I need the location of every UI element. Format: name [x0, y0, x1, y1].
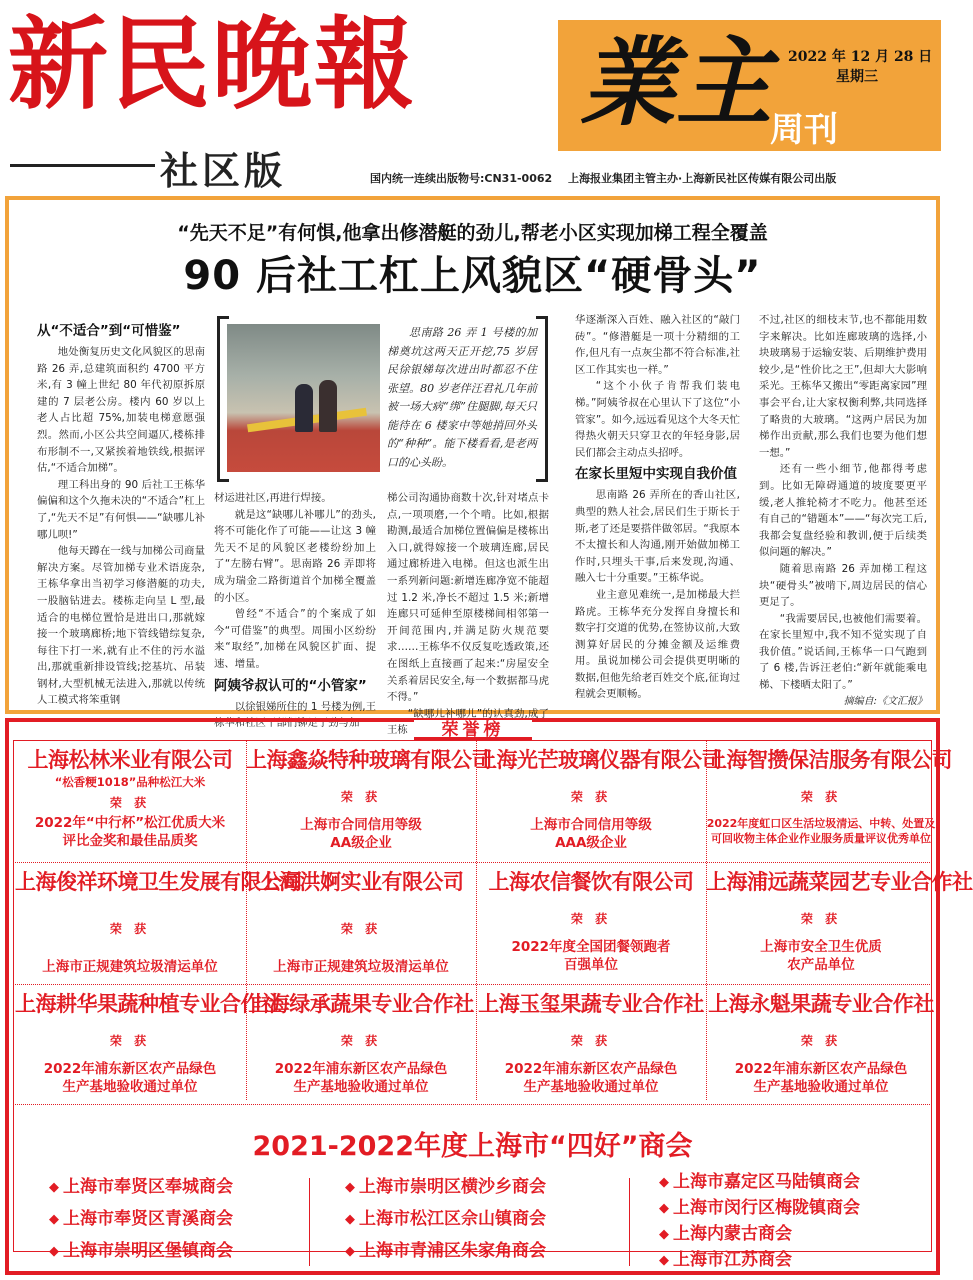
chamber-item: ◆ 上海市江苏商会	[659, 1248, 939, 1274]
company-name: 上海绿承蔬果专业合作社	[248, 992, 474, 1016]
chamber-item: ◆ 上海市崇明区横沙乡商会	[345, 1172, 625, 1204]
issue-date: 2022 年 12 月 28 日	[788, 49, 933, 65]
weekly-title: 業主	[580, 26, 772, 139]
chamber-item: ◆ 上海内蒙古商会	[659, 1222, 939, 1248]
award-line: 百强单位	[564, 957, 618, 973]
award-line: AA级企业	[330, 835, 392, 851]
article-column-1	[37, 318, 205, 710]
win-label: 荣 获	[570, 1034, 612, 1048]
honor-roll	[5, 718, 973, 1275]
company-name: 上海松林米业有限公司	[27, 748, 233, 772]
paragraph: 材运进社区,再进行焊接。	[214, 492, 332, 504]
section-title: 从“不适合”到“可惜鉴”	[37, 323, 181, 339]
publication-info	[370, 170, 848, 186]
win-label: 荣 获	[570, 912, 612, 926]
honor-cell	[15, 742, 245, 866]
caption-bracket-right	[536, 316, 548, 482]
honor-cell	[476, 864, 706, 988]
editor-credit: 摘编自:《文汇报》	[843, 695, 927, 707]
award-line: 2022年浦东新区农产品绿色	[734, 1061, 908, 1077]
win-label: 荣 获	[800, 1034, 842, 1048]
win-label: 荣 获	[340, 922, 382, 936]
article-column-4	[575, 312, 740, 710]
article-column-2	[214, 490, 377, 730]
paragraph: 华逐渐深入百姓、融入社区的“敲门砖”。“修潜艇是一项十分精细的工作,但凡有一点灰尘都不符合标准,社区工作其实也一样。”	[575, 314, 740, 376]
award-line: 生产基地验收通过单位	[523, 1079, 659, 1095]
chamber-item: ◆ 上海市崇明区堡镇商会	[49, 1236, 329, 1268]
win-label: 荣 获	[800, 912, 842, 926]
award-line: 2022年浦东新区农产品绿色	[274, 1061, 448, 1077]
chamber-item: ◆ 上海市松江区佘山镇商会	[345, 1204, 625, 1236]
honor-cell	[706, 864, 973, 988]
section-title: 阿姨爷叔认可的“小管家”	[214, 677, 367, 694]
award-line: AAA级企业	[555, 835, 627, 851]
win-label: 荣 获	[570, 790, 612, 804]
paragraph: 随着思南路 26 弄加梯工程这块“硬骨头”被啃下,周边居民的信心更足了。	[759, 562, 927, 609]
honor-cell	[15, 986, 282, 1110]
paragraph: 不过,社区的细枝末节,也不都能用数字来解决。比如连廊玻璃的选择,小块玻璃易于运输安装、后期维护费用较少,是“性价比之王”,但却大大影响采光。王栋华又搬出“零距离家园”理事会平台,让大家权衡利弊,共同选择了略贵的大玻璃。“这两户居民为加梯作出贡献,那么我们也要为他们想一想。”	[759, 314, 927, 459]
article-subhead: “先天不足”有何惧,他拿出修潜艇的劲儿,帮老小区实现加梯工程全覆盖	[177, 222, 768, 244]
paragraph: 地处衡复历史文化风貌区的思南路 26 弄,总建筑面积约 4700 平方米,有 3 幢上世纪 80 年代初原拆原建的 7 层老公房。楼内 60 岁以上老人占比超 75%,加装电梯意愿强烈。然而,小区公共空间逼仄,楼栋排布形制不一,又紧挨着地铁线,根据评估,“不适合加梯”。	[37, 346, 205, 475]
company-name: 上海鑫焱特种玻璃有限公司	[246, 748, 492, 772]
honor-cell	[706, 742, 952, 866]
chamber-item: ◆ 上海市青浦区朱家角商会	[345, 1236, 625, 1268]
win-label: 荣 获	[340, 1034, 382, 1048]
honor-cell	[476, 742, 722, 866]
award-line: 上海市安全卫生优质	[760, 939, 882, 955]
chamber-list-2	[345, 1172, 625, 1268]
paragraph: 就是这“缺哪儿补哪儿”的劲头,将不可能化作了可能——让这 3 幢先天不足的风貌区老楼纷纷加上了“左膀右臂”。思南路 26 弄即将成为瑞金二路街道首个加梯全覆盖的小区。	[214, 508, 376, 604]
chamber-item: ◆ 上海市奉贤区奉城商会	[49, 1172, 329, 1204]
section-title: 在家长里短中实现自我价值	[575, 466, 737, 483]
honor-cell	[15, 864, 302, 988]
company-name: 上海智攒保洁服务有限公司	[706, 748, 952, 772]
company-name: 上海洪婀实业有限公司	[258, 870, 464, 894]
chamber-list-1	[49, 1172, 329, 1268]
chamber-item: ◆ 上海市闵行区梅陇镇商会	[659, 1196, 939, 1222]
award-line: 2022年“中行杯”松江优质大米	[34, 815, 226, 831]
masthead	[0, 0, 945, 193]
honor-cell	[246, 986, 476, 1110]
honor-cell	[246, 742, 492, 866]
paragraph: 思南路 26 弄所在的香山社区,典型的熟人社会,居民们生于斯长于斯,老了还是要搭伴做邻居。“我原本不太擅长和人沟通,刚开始做加梯工作时,只埋头干事,后来发现,沟通、融入七十分重要。”王栋华说。	[575, 489, 740, 585]
paragraph: 业主意见难统一,是加梯最大拦路虎。王栋华充分发挥自身擅长和数字打交道的优势,在签协议前,大致测算好居民的分摊金额及运维费用。虽说加梯公司会提供更明晰的数据,但他先给老百姓交个底,征询过程就会更顺畅。	[575, 588, 740, 701]
article-photo	[227, 324, 380, 472]
chambers-title: 2021-2022年度上海市“四好”商会	[252, 1131, 693, 1162]
paragraph: “这个小伙子肯帮我们装电梯。”阿姨爷叔在心里认下了这位“小管家”。如今,远远看见这个大冬天忙得热火朝天只穿卫衣的年轻身影,居民们都会主动点头招呼。	[575, 380, 740, 459]
paragraph: “我需要居民,也被他们需要着。在家长里短中,我不知不觉实现了自我价值。”说话间,王栋华一口气跑到了 6 楼,告诉汪老伯:“新年就能乘电梯、下楼晒太阳了。”	[759, 612, 927, 692]
honor-roll-title: 荣誉榜	[414, 720, 532, 740]
win-label: 荣 获	[340, 790, 382, 804]
award-line: 上海市合同信用等级	[300, 817, 422, 833]
award-line: 生产基地验收通过单位	[293, 1079, 429, 1095]
paragraph: “缺哪儿补哪儿”的认真劲,成了王栋	[387, 707, 549, 737]
win-label: 荣 获	[109, 1034, 151, 1048]
award-line: 评比金奖和最佳品质奖	[62, 833, 198, 849]
award-line: 上海市正规建筑垃圾清运单位	[273, 959, 449, 975]
edition-label: 社区版	[160, 149, 287, 193]
award-line: 可回收物主体企业作业服务质量评议优秀单位	[711, 832, 931, 845]
photo-caption: 思南路 26 弄 1 号楼的加梯奠坑这两天正开挖,75 岁居民徐银娣每次进出时都忍不住张望。80 岁老伴汪君礼几年前被一场大病“绑”住腿脚,每天只能待在 6 楼家中等她捎回外头的“种种”。能下楼看看,是老两口的心头盼。	[387, 326, 537, 469]
award-line: 上海市合同信用等级	[530, 817, 652, 833]
article-column-5	[759, 312, 927, 710]
award-line: 农产品单位	[787, 957, 855, 973]
company-name: 上海耕华果蔬种植专业合作社	[15, 992, 282, 1016]
award-line: 生产基地验收通过单位	[753, 1079, 889, 1095]
award-line: 2022年浦东新区农产品绿色	[504, 1061, 678, 1077]
divider	[10, 164, 155, 167]
paragraph: 曾经“不适合”的个案成了如今“可借鉴”的典型。周围小区纷纷来“取经”,加梯在风貌区扩面、提速、增量。	[214, 608, 376, 670]
win-label: 荣 获	[109, 922, 151, 936]
award-line: 生产基地验收通过单位	[62, 1079, 198, 1095]
chamber-item: ◆ 上海市奉贤区青溪商会	[49, 1204, 329, 1236]
company-name: 上海玉玺果蔬专业合作社	[478, 992, 704, 1016]
publisher: 上海报业集团主管主办·上海新民社区传媒有限公司出版	[568, 172, 837, 185]
weekly-banner	[558, 20, 941, 151]
chamber-list-3	[659, 1170, 939, 1274]
paragraph: 理工科出身的 90 后社工王栋华偏偏和这个久拖未决的“不适合”杠上了,“先天不足”有何惧——“缺哪儿补哪儿呗!”	[37, 478, 205, 541]
win-label: 荣 获	[109, 796, 151, 810]
honor-cell	[706, 986, 936, 1110]
paragraph: 梯公司沟通协商数十次,针对堵点卡点,一项项磨,一个个啃。比如,根据勘测,最适合加梯位置偏偏是楼栋出入口,就得嫁接一个玻璃连廊,居民通过廊桥进入电梯。但这也派生出一系列新问题:新增连廊净宽不能超过 1.2 米,净长不超过 1.5 米;新增连廊只可延伸至原楼梯间相邻第一开间范围内,并满足防火规范要求……王栋华不仅反复吃透政策,还在图纸上直接画了起来:“房屋安全关系着居民安全,每一个数据都马虎不得。”	[387, 492, 549, 704]
award-line: 上海市正规建筑垃圾清运单位	[42, 959, 218, 975]
publication-number: 国内统一连续出版物号:CN31-0062	[370, 172, 553, 185]
win-label: 荣 获	[800, 790, 842, 804]
paragraph: 还有一些小细节,他都得考虑到。比如无障碍通道的坡度要更平缓,老人推轮椅才不吃力。他甚至还有自己的“错题本”——“每次完工后,我都会复盘经验和教训,便于后续类似问题的解决。”	[759, 463, 927, 559]
article-headline: 90 后社工杠上风貌区“硬骨头”	[183, 253, 762, 299]
company-name: 上海光芒玻璃仪器有限公司	[476, 748, 722, 772]
weekly-subtitle: 周刊	[770, 110, 838, 150]
honor-cell	[246, 864, 476, 988]
company-name: 上海浦远蔬菜园艺专业合作社	[706, 870, 973, 894]
company-name: 上海永魁果蔬专业合作社	[708, 992, 934, 1016]
award-line: 2022年度全国团餐领跑者	[511, 939, 671, 955]
company-name: 上海俊祥环境卫生发展有限公司	[15, 870, 302, 894]
award-line: 2022年浦东新区农产品绿色	[43, 1061, 217, 1077]
chamber-item: ◆ 上海市嘉定区马陆镇商会	[659, 1170, 939, 1196]
honor-cell	[476, 986, 706, 1110]
paragraph: 以徐银娣所住的 1 号楼为例,王栋华和社区干部们铆足了劲与加	[214, 700, 377, 730]
newspaper-logo: 新民晚報	[8, 5, 416, 123]
paragraph: 他每天蹲在一线与加梯公司商量解决方案。尽管加梯专业术语庞杂,王栋华拿出当初学习修潜艇的功夫,一股脑钻进去。楼栋走向呈 L 型,最适合的电梯位置恰是进出口,那就嫁接一个玻璃廊桥;地下管线错综复杂,每往下打一米,就有止不住的污水溢出,那就重新排设管线;挖基坑、吊装钢材,大型机械无法进入,那就以传统人工模式将笨重钢	[37, 545, 205, 707]
product-name: “松香粳1018”品种松江大米	[54, 775, 206, 789]
issue-weekday: 星期三	[836, 69, 878, 85]
award-line: 2022年度虹口区生活垃圾清运、中转、处置及	[706, 817, 936, 830]
company-name: 上海农信餐饮有限公司	[488, 870, 694, 894]
